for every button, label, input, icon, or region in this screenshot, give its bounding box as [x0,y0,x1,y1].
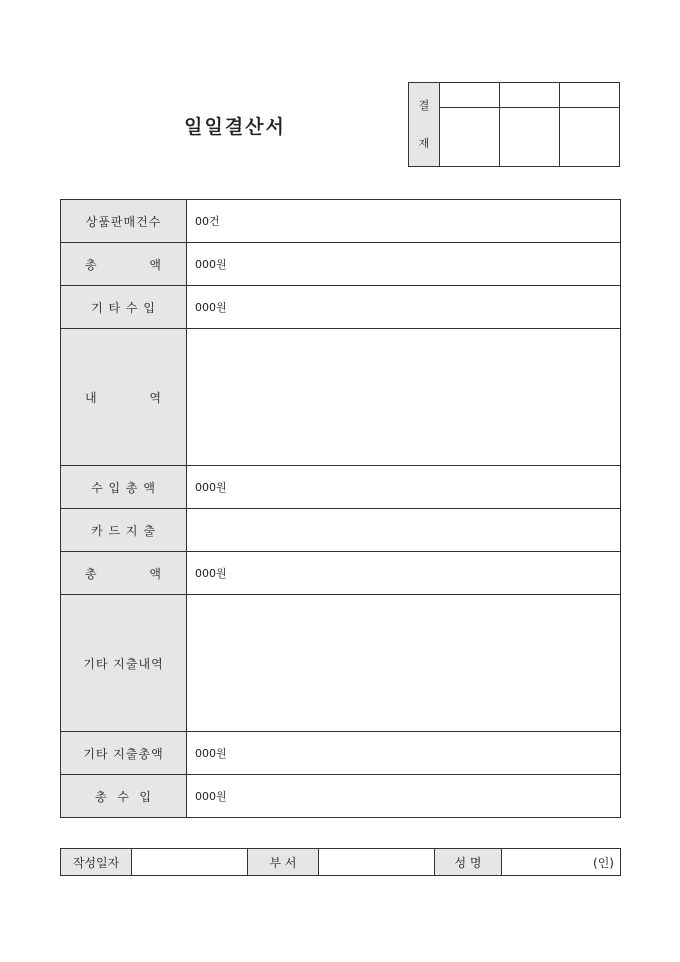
label-name: 성 명 [435,849,502,876]
value-details[interactable] [187,329,621,466]
value-other-expense-total[interactable]: 000원 [187,732,621,775]
row-other-expense-details [61,595,621,732]
label-other-expense-details: 기타 지출내역 [61,595,187,732]
row-card-total [61,552,621,595]
row-total-amount [61,243,621,286]
value-card-expense[interactable] [187,509,621,552]
approval-box [408,82,620,167]
field-date[interactable] [132,849,248,876]
value-net-income[interactable]: 000원 [187,775,621,818]
row-income-total [61,466,621,509]
field-name[interactable] [502,849,621,876]
label-income-total: 수 입 총 액 [61,466,187,509]
label-total-amount: 총 액 [61,243,187,286]
approval-label-bottom: 재 [418,137,430,150]
approver-sign-2[interactable] [500,108,560,167]
label-details: 내 역 [61,329,187,466]
row-other-expense-total [61,732,621,775]
value-other-expense-details[interactable] [187,595,621,732]
label-card-expense: 카 드 지 출 [61,509,187,552]
row-sales-count [61,200,621,243]
approval-label-top: 결 [418,99,430,112]
approval-label [409,83,440,167]
approver-title-2[interactable] [500,83,560,108]
footer-table [60,848,621,876]
label-date: 작성일자 [61,849,132,876]
value-card-total[interactable]: 000원 [187,552,621,595]
label-other-expense-total: 기타 지출총액 [61,732,187,775]
value-income-total[interactable]: 000원 [187,466,621,509]
approver-title-3[interactable] [560,83,620,108]
value-other-income[interactable]: 000원 [187,286,621,329]
approver-sign-1[interactable] [440,108,500,167]
label-sales-count: 상품판매건수 [61,200,187,243]
field-department[interactable] [319,849,435,876]
value-sales-count[interactable]: 00건 [187,200,621,243]
label-card-total: 총 액 [61,552,187,595]
approver-title-1[interactable] [440,83,500,108]
row-net-income [61,775,621,818]
settlement-table [60,199,621,818]
value-total-amount[interactable]: 000원 [187,243,621,286]
row-details [61,329,621,466]
row-card-expense [61,509,621,552]
row-other-income [61,286,621,329]
seal-mark: (인) [593,855,614,870]
label-department: 부 서 [248,849,319,876]
label-net-income: 총 수 입 [61,775,187,818]
document-title: 일일결산서 [184,116,286,138]
approver-sign-3[interactable] [560,108,620,167]
label-other-income: 기 타 수 입 [61,286,187,329]
